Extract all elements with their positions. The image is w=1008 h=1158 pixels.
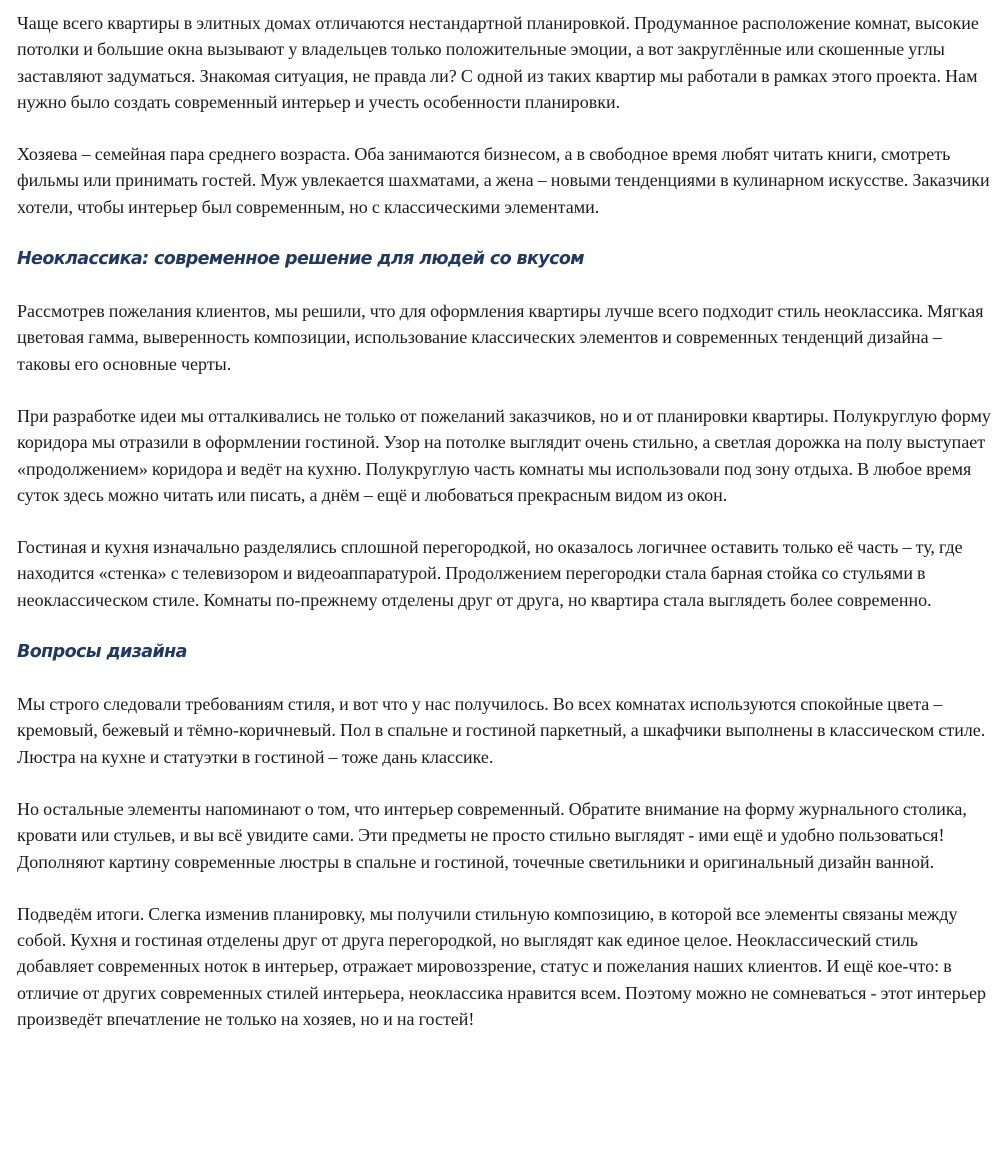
heading-neoclassic: Неоклассика: современное решение для людей со вкусом (17, 249, 585, 270)
paragraph-colors: Мы строго следовали требованиям стиля, и вот что у нас получилось. Во всех комнатах используются спокойные цвета – кремовый, бежевый и тёмно-коричневый. Пол в спальне и гостиной паркетный, а шкафчики выполнены в классическом стиле. Люстра на кухне и статуэтки в гостиной – тоже дань классике. (17, 694, 986, 767)
article (17, 10, 997, 1058)
paragraph-modern-elements: Но остальные элементы напоминают о том, что интерьер современный. Обратите внимание на форму журнального столика, кровати или стульев, и вы всё увидите сами. Эти предметы не просто стильно выглядят - ими ещё и удобно пользоваться! Дополняют картину современные люстры в спальне и гостиной, точечные светильники и оригинальный дизайн ванной. (17, 798, 967, 872)
paragraph-layout-idea: При разработке идеи мы отталкивались не только от пожеланий заказчиков, но и от планировки квартиры. Полукруглую форму коридора мы отразили в оформлении гостиной. Узор на потолке выглядит очень стильно, а светлая дорожка на полу выступает «продолжением» коридора и ведёт на кухню. Полукруглую часть комнаты мы использовали под зону отдыха. В любое время суток здесь можно читать или писать, а днём – ещё и любоваться прекрасным видом из окон. (17, 405, 991, 505)
heading-design-questions: Вопросы дизайна (17, 642, 187, 663)
paragraph-intro: Чаще всего квартиры в элитных домах отличаются нестандартной планировкой. Продуманное расположение комнат, высокие потолки и большие окна вызывают у владельцев только положительные эмоции, а вот закруглённые или скошенные углы заставляют задуматься. Знакомая ситуация, не правда ли? С одной из таких квартир мы работали в рамках этого проекта. Нам нужно было создать современный интерьер и учесть особенности планировки. (17, 13, 979, 112)
paragraph-partition: Гостиная и кухня изначально разделялись сплошной перегородкой, но оказалось логичнее оставить только её часть – ту, где находится «стенка» с телевизором и видеоаппаратурой. Продолжением перегородки стала барная стойка со стульями в неоклассическом стиле. Комнаты по-прежнему отделены друг от друга, но квартира стала выглядеть более современно. (17, 537, 963, 610)
paragraph-conclusion: Подведём итоги. Слегка изменив планировку, мы получили стильную композицию, в которой все элементы связаны между собой. Кухня и гостиная отделены друг от друга перегородкой, но выглядят как единое целое. Неоклассический стиль добавляет современных ноток в интерьер, отражает мировоззрение, статус и пожелания наших клиентов. И ещё кое-что: в отличие от других современных стилей интерьера, неоклассика нравится всем. Поэтому можно не сомневаться - этот интерьер произведёт впечатление не только на хозяев, но и на гостей! (17, 903, 986, 1030)
paragraph-style-choice: Рассмотрев пожелания клиентов, мы решили, что для оформления квартиры лучше всего подходит стиль неоклассика. Мягкая цветовая гамма, выверенность композиции, использование классических элементов и современных тенденций дизайна – таковы его основные черты. (17, 301, 984, 374)
paragraph-owners: Хозяева – семейная пара среднего возраста. Оба занимаются бизнесом, а в свободное время любят читать книги, смотреть фильмы или принимать гостей. Муж увлекается шахматами, а жена – новыми тенденциями в кулинарном искусстве. Заказчики хотели, чтобы интерьер был современным, но с классическими элементами. (17, 144, 990, 217)
